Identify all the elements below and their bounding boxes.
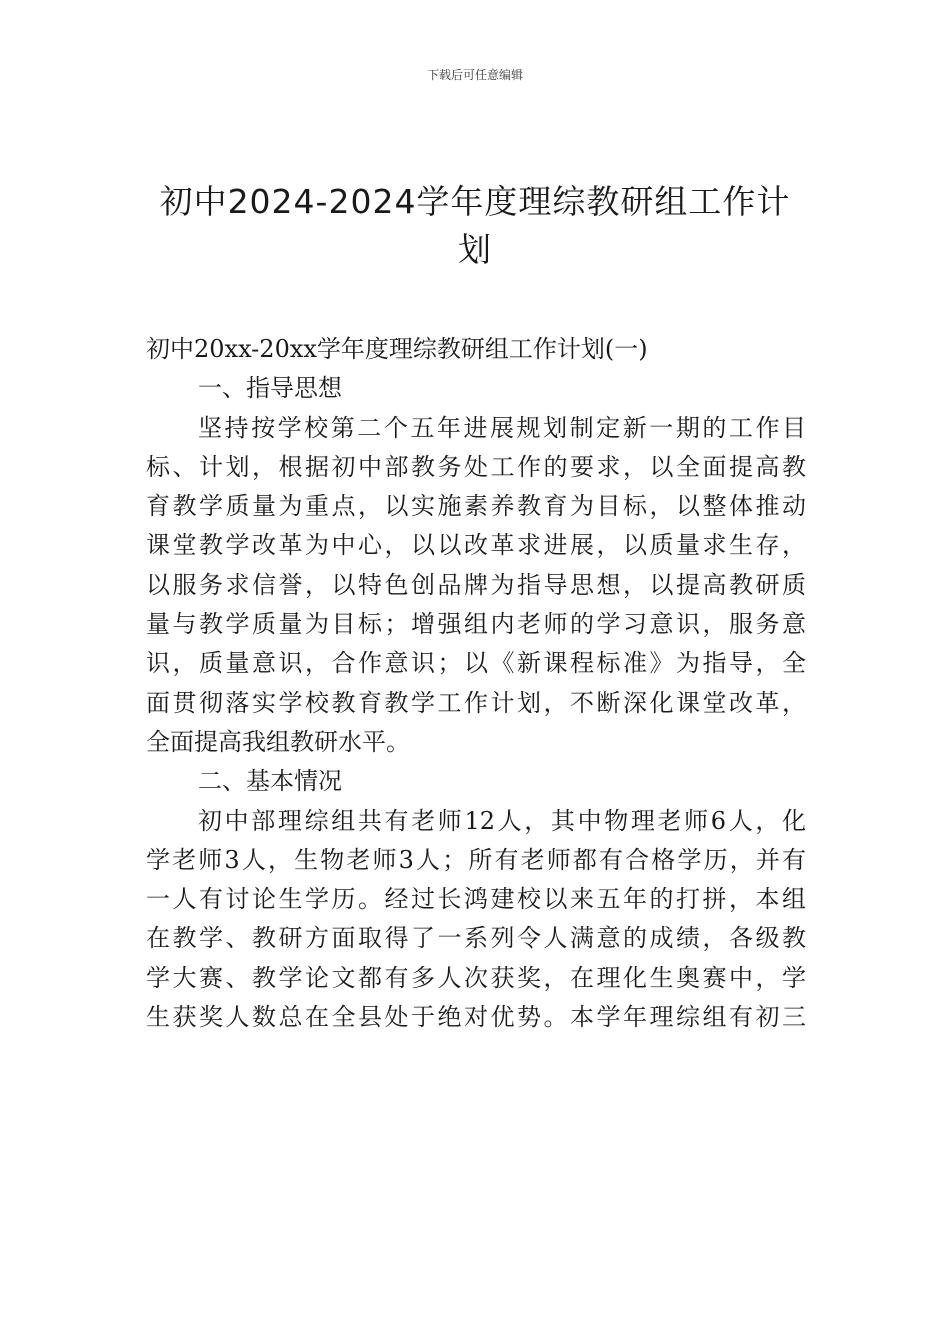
paragraph-line: 面贯彻落实学校教育教学工作计划，不断深化课堂改革， <box>146 688 806 717</box>
paragraph-line: 以服务求信誉，以特色创品牌为指导思想，以提高教研质 <box>146 570 806 599</box>
section-heading-guiding-ideology: 一、指导思想 <box>198 374 342 403</box>
paragraph-line: 育教学质量为重点，以实施素养教育为目标，以整体推动 <box>146 492 806 521</box>
paragraph-line: 坚持按学校第二个五年进展规划制定新一期的工作目 <box>198 413 806 442</box>
paragraph-line: 量与教学质量为目标；增强组内老师的学习意识，服务意 <box>146 610 806 639</box>
document-body <box>146 330 806 1037</box>
paragraph-line: 初中部理综组共有老师12人，其中物理老师6人，化 <box>198 806 806 835</box>
paragraph-line: 学大赛、教学论文都有多人次获奖，在理化生奥赛中，学 <box>146 963 806 992</box>
paragraph-line: 标、计划，根据初中部教务处工作的要求，以全面提高教 <box>146 452 806 481</box>
paragraph-line: 一人有讨论生学历。经过长鸿建校以来五年的打拼，本组 <box>146 885 806 914</box>
header-note: 下载后可任意编辑 <box>426 68 523 82</box>
document-title: 初中2024-2024学年度理综教研组工作计划 <box>159 182 791 269</box>
section-heading-basic-situation: 二、基本情况 <box>198 767 342 796</box>
paragraph-line: 在教学、教研方面取得了一系列令人满意的成绩，各级教 <box>146 924 806 953</box>
paragraph-line: 学老师3人，生物老师3人；所有老师都有合格学历，并有 <box>146 845 806 874</box>
paragraph-line: 课堂教学改革为中心，以以改革求进展，以质量求生存， <box>146 531 806 560</box>
paragraph-line: 生获奖人数总在全县处于绝对优势。本学年理综组有初三 <box>146 1003 806 1032</box>
paragraph-basic-situation <box>146 802 806 1038</box>
plan-subtitle: 初中20xx-20xx学年度理综教研组工作计划(一) <box>146 335 648 363</box>
paragraph-guiding-ideology <box>146 409 806 763</box>
paragraph-line: 全面提高我组教研水平。 <box>146 727 410 756</box>
paragraph-line: 识，质量意识，合作意识；以《新课程标准》为指导，全 <box>146 649 806 678</box>
